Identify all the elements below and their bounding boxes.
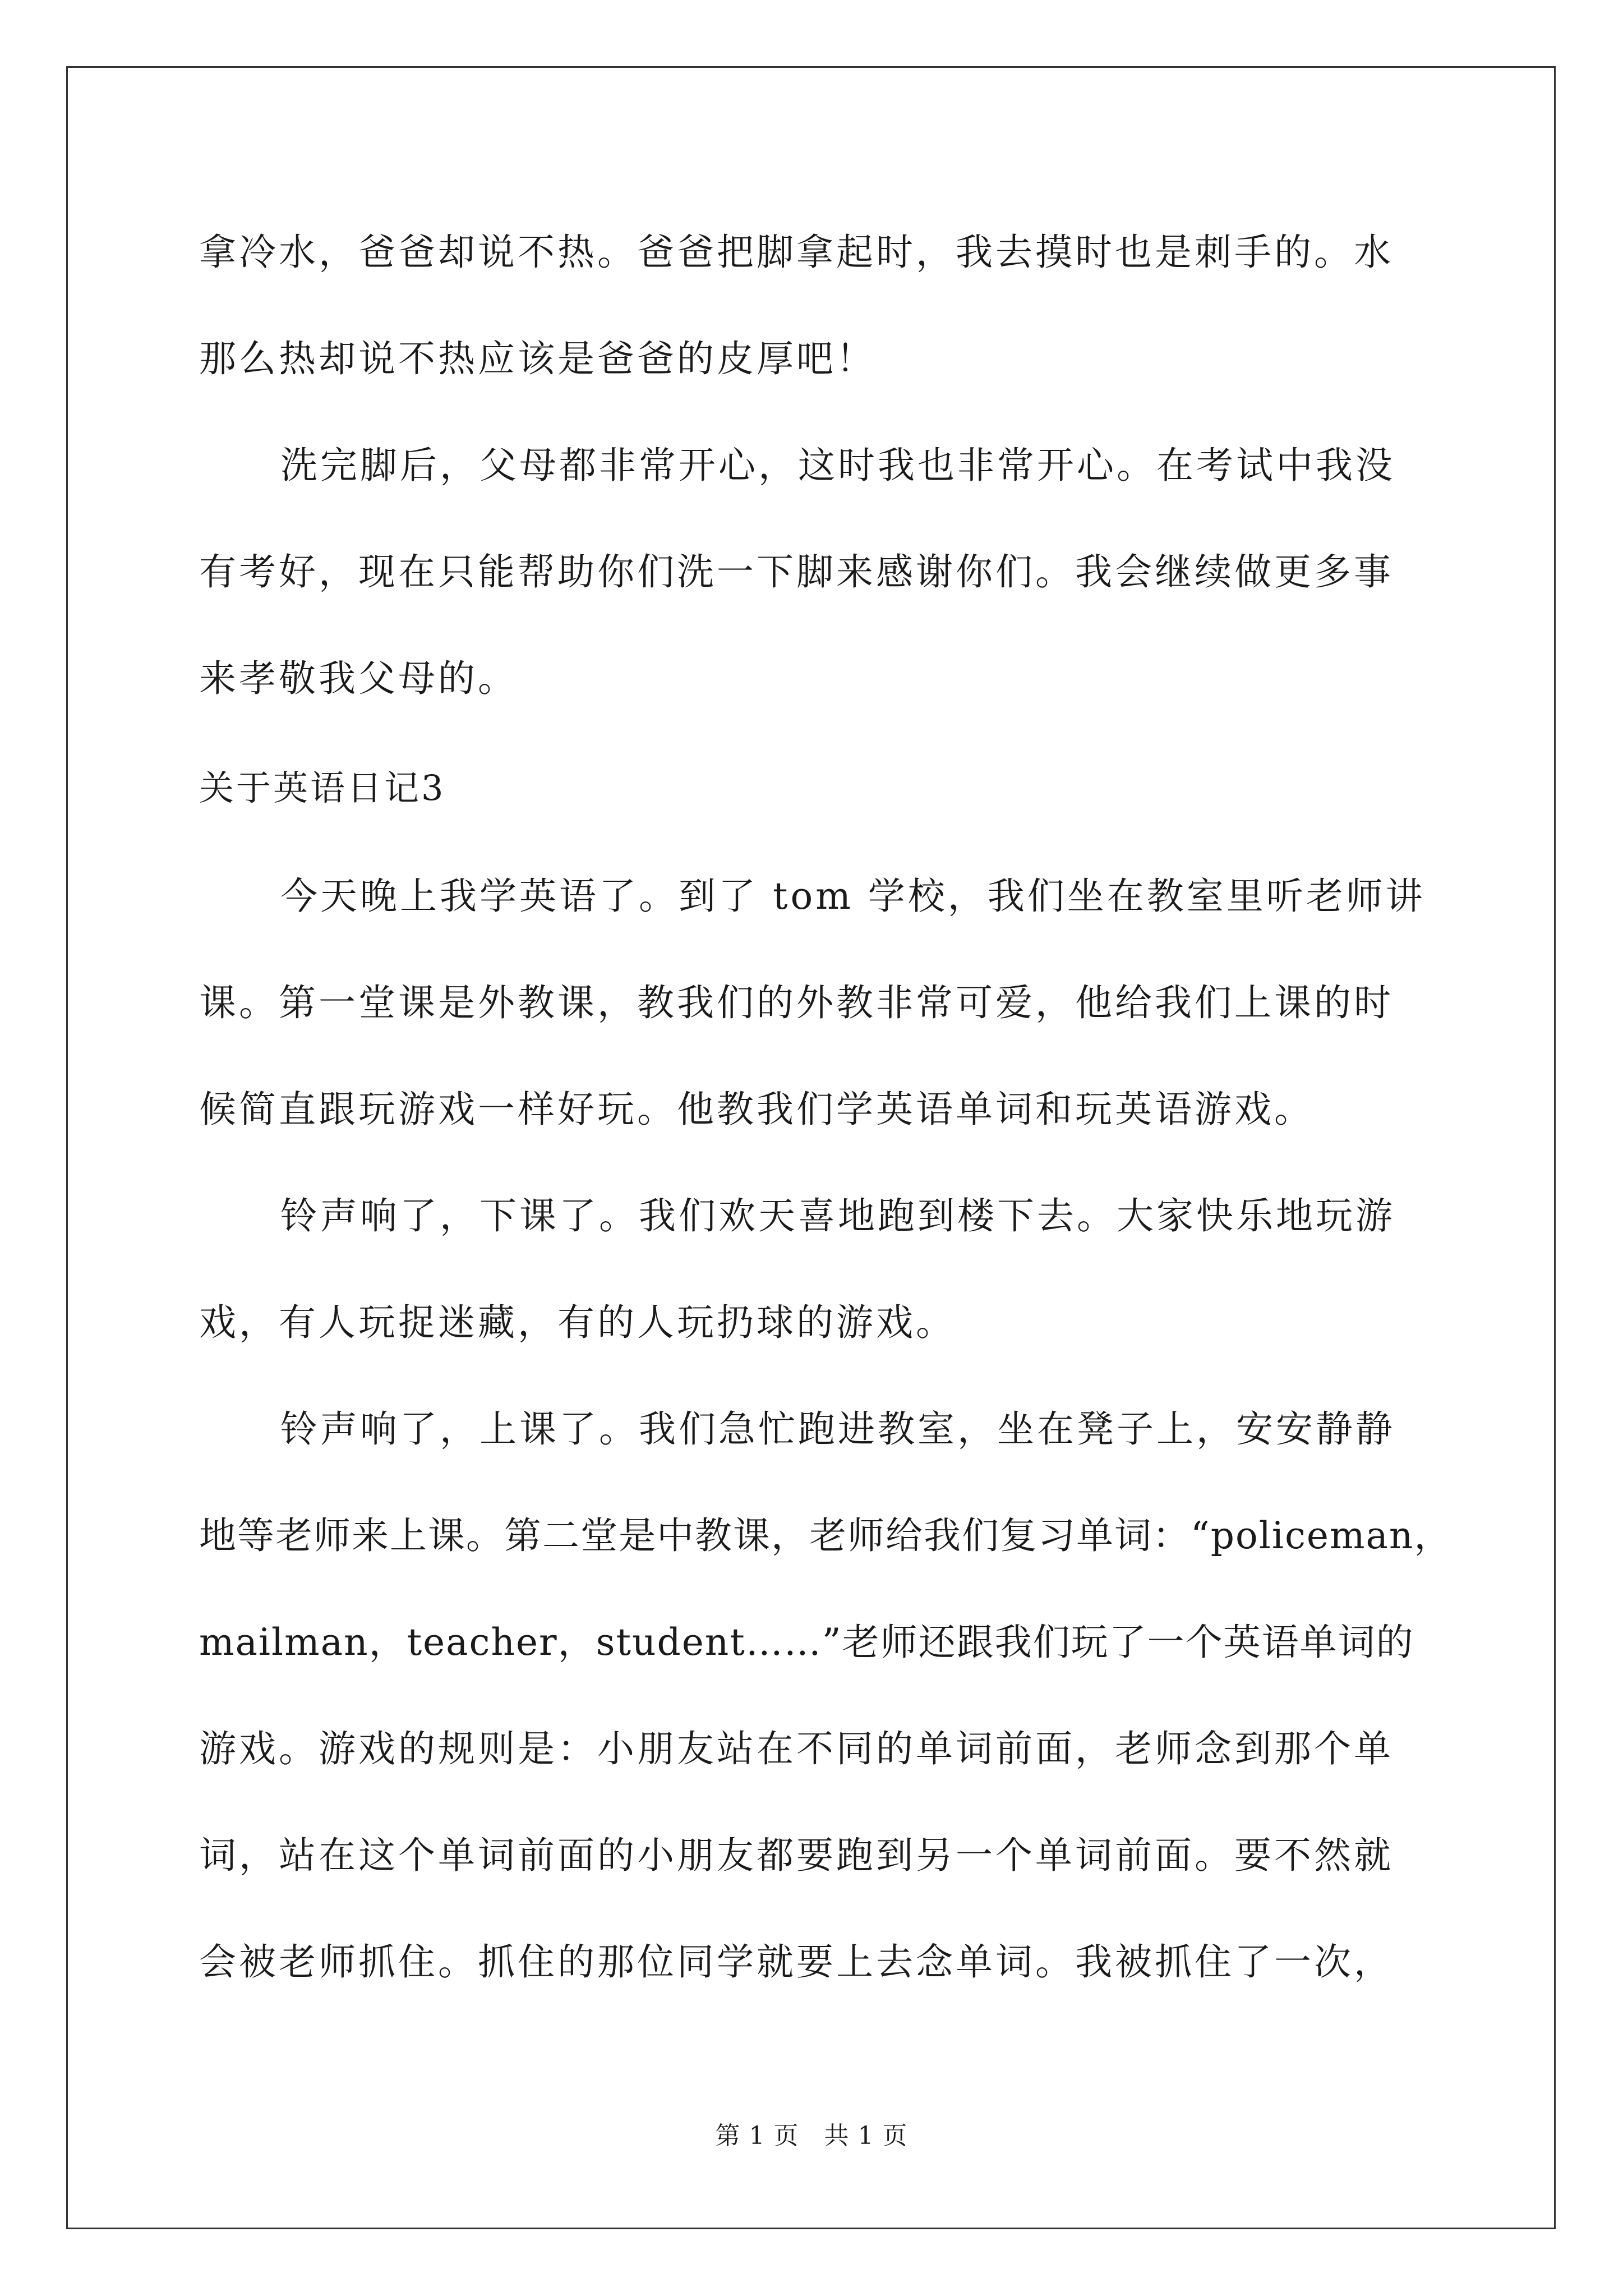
section-heading: 关于英语日记3 [199,767,446,808]
text-line: 来孝敬我父母的。 [199,657,518,700]
text-line: mailman，teacher，student……”老师还跟我们玩了一个英语单词的 [199,1621,1414,1664]
paragraph-first-line: 今天晚上我学英语了。到了 tom 学校，我们坐在教室里听老师讲 [280,875,1426,918]
text-line: 词，站在这个单词前面的小朋友都要跑到另一个单词前面。要不然就 [199,1834,1394,1877]
text-line: 课。第一堂课是外教课，教我们的外教非常可爱，他给我们上课的时 [199,981,1394,1024]
page-border [66,66,1556,2229]
text-line: 候简直跟玩游戏一样好玩。他教我们学英语单词和玩英语游戏。 [199,1088,1314,1131]
paragraph-first-line: 铃声响了，上课了。我们急忙跑进教室，坐在凳子上，安安静静 [280,1407,1395,1451]
paragraph-first-line: 洗完脚后，父母都非常开心，这时我也非常开心。在考试中我没 [280,444,1395,487]
text-line: 那么热却说不热应该是爸爸的皮厚吧！ [199,337,876,380]
page-number-footer: 第 1 页 共 1 页 [715,2122,908,2150]
text-line: 会被老师抓住。抓住的那位同学就要上去念单词。我被抓住了一次， [199,1940,1394,1984]
text-line: 拿冷水，爸爸却说不热。爸爸把脚拿起时，我去摸时也是刺手的。水 [199,231,1394,274]
text-line: 有考好，现在只能帮助你们洗一下脚来感谢你们。我会继续做更多事 [199,550,1394,593]
paragraph-first-line: 铃声响了，下课了。我们欢天喜地跑到楼下去。大家快乐地玩游 [280,1194,1395,1237]
text-line: 戏，有人玩捉迷藏，有的人玩扔球的游戏。 [199,1301,956,1344]
text-line: 游戏。游戏的规则是：小朋友站在不同的单词前面，老师念到那个单 [199,1727,1394,1770]
text-line: 地等老师来上课。第二堂是中教课，老师给我们复习单词：“policeman， [199,1514,1453,1557]
